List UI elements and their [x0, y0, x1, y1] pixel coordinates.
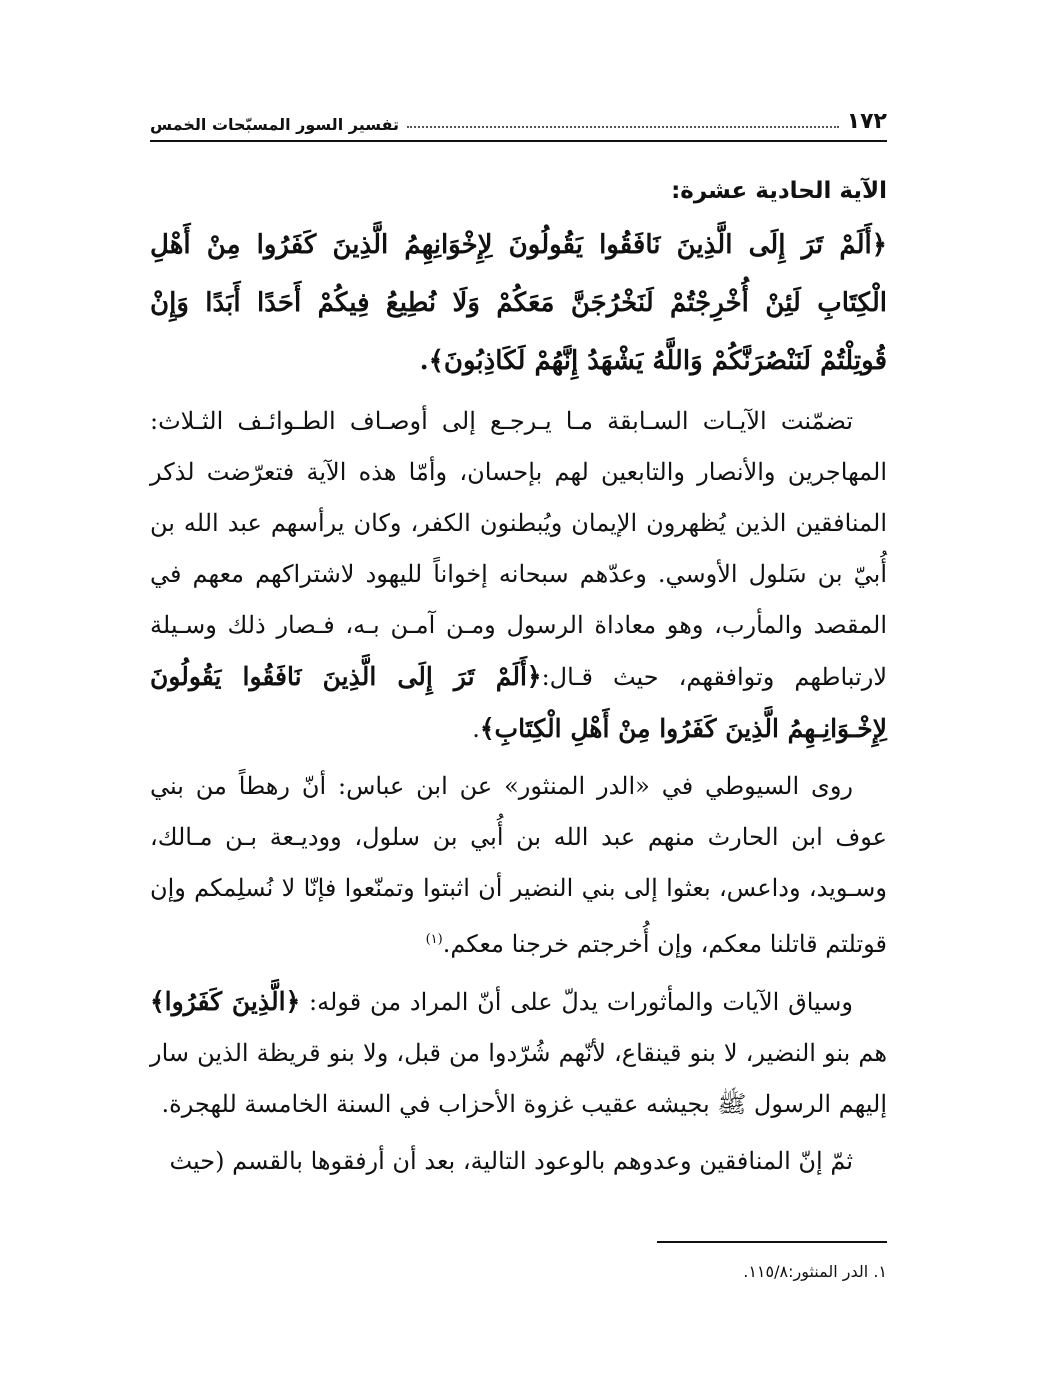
paragraph-1-end: . — [472, 715, 480, 743]
paragraph-1 — [150, 396, 887, 755]
footnote-reference[interactable]: (١) — [425, 932, 443, 947]
paragraph-1-text: تضمّنت الآيـات السـابقة مـا يـرجـع إلى أوصـاف الطـوائـف الثـلاث: المهاجرين والأنصار والتابعين لهم بإحسان، وأمّا هذه الآية فتعرّضت لذكر المنافقين الذين يُظهرون الإيمان ويُبطنون الكفر، وكان يرأسهم عبد الله بن أُبيّ بن سَلول الأوسي. وعدّهم سبحانه إخواناً لليهود لاشتراكهم معهم في المقصد والمأرب، وهو معاداة الرسول ومـن آمـن بـه، فـصار ذلك وسـيلة لارتباطهم وتوافقهم، حيث قـال: — [150, 407, 888, 691]
page-number: ١٧٢ — [846, 109, 887, 134]
page-body — [150, 168, 887, 1193]
paragraph-3-quote: ﴿الَّذِينَ كَفَرُوا﴾ — [150, 987, 301, 1016]
paragraph-3-text-after: هم بنو النضير، لا بنو قينقاع، لأنّهم شُرّدوا من قبل، ولا بنو قريظة الذين سار إليهم الرسول ﷺ بجيشه عقيب غزوة الأحزاب في السنة الخامسة للهجرة. — [150, 1039, 887, 1118]
paragraph-4 — [150, 1136, 887, 1187]
footnote: ١. الدر المنثور:١١٥/٨. — [743, 1262, 887, 1281]
paragraph-2-text: روى السيوطي في «الدر المنثور» عن ابن عباس: أنّ رهطاً من بني عوف ابن الحارث منهم عبد الله بن أُبي بن سلول، ووديـعة بـن مـالك، وسـويد، وداعس، بعثوا إلى بني النضير أن اثبتوا وتمنّعوا فإنّا لا نُسلِمكم وإن قوتلتم قاتلنا معكم، وإن أُخرجتم خرجنا معكم. — [150, 772, 887, 958]
section-title: الآية الحادية عشرة: — [671, 178, 887, 204]
paragraph-3 — [150, 976, 887, 1130]
paragraph-1-quote: ﴿أَلَمْ تَرَ إِلَى الَّذِينَ نَافَقُوا يَقُولُونَ لِإِخْـوَانِـهِمُ الَّذِينَ كَفَرُوا مِنْ أَهْلِ الْكِتَابِ﴾ — [150, 662, 887, 743]
book-title: تفسير السور المسبّحات الخمس — [150, 115, 400, 134]
paragraph-2 — [150, 761, 887, 970]
header-dot-leader — [407, 126, 839, 128]
paragraph-3-text-before: وسياق الآيات والمأثورات يدلّ على أنّ المراد من قوله: — [309, 988, 853, 1016]
running-header — [150, 100, 887, 142]
paragraph-4-text: ثمّ إنّ المنافقين وعدوهم بالوعود التالية، بعد أن أرفقوها بالقسم (حيث — [169, 1147, 853, 1175]
footnote-separator — [657, 1241, 887, 1243]
quran-verse: ﴿أَلَمْ تَرَ إِلَى الَّذِينَ نَافَقُوا يَقُولُونَ لِإِخْوَانِهِمُ الَّذِينَ كَفَرُوا مِنْ أَهْلِ الْكِتَابِ لَئِنْ أُخْرِجْتُمْ لَنَخْرُجَنَّ مَعَكُمْ وَلَا نُطِيعُ فِيكُمْ أَحَدًا أَبَدًا وَإِنْ قُوتِلْتُمْ لَنَنْصُرَنَّكُمْ وَاللَّهُ يَشْهَدُ إِنَّهُمْ لَكَاذِبُونَ﴾. — [150, 230, 887, 376]
